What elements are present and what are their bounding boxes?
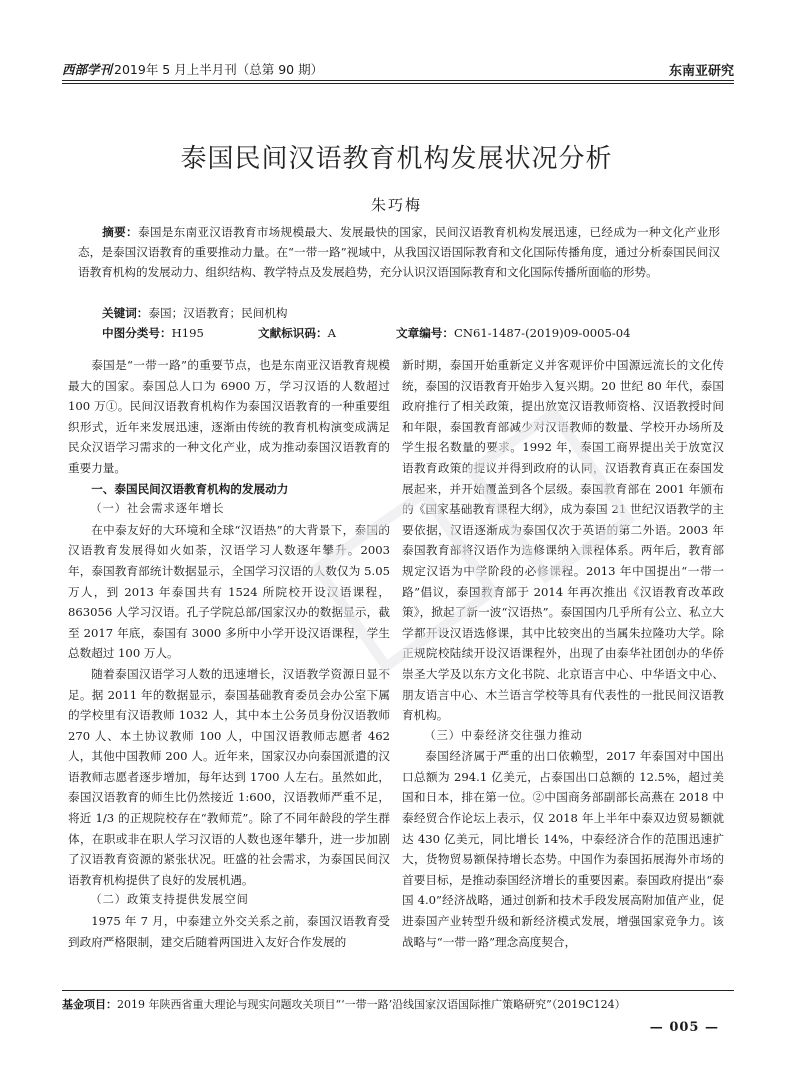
page-number: — 005 — bbox=[649, 1020, 719, 1035]
clc-value: H195 bbox=[171, 326, 204, 340]
doc-value: A bbox=[327, 326, 336, 340]
article-title: 泰国民间汉语教育机构发展状况分析 bbox=[180, 144, 613, 174]
paragraph: 1975 年 7 月，中泰建立外交关系之前，泰国汉语教育受到政府严格限制，建交后随着两国进入友好合作发展的 bbox=[68, 914, 390, 949]
subsection-heading: （二）政策支持提供发展空间 bbox=[90, 893, 249, 907]
paragraph: 泰国经济属于严重的出口依赖型，2017 年泰国对中国出口总额为 294.1 亿美元，占泰国出口总额的 12.5%，超过美国和日本，排在第一位。②中国商务部副部长高燕在 2018 中泰经贸合作论坛上表示，仅 2018 年上半年中泰双边贸易额就达 430 亿美元，同比增长 14%，中泰经济合作的范围迅速扩大，货物贸易额保持增长态势。中国作为泰国拓展海外市场的首要目标，是推动泰国经济增长的重要因素。泰国政府提出“泰国 4.0”经济战略，通过创新和技术手段发展高附加值产业，促进泰国产业转型升级和新经济模式发展，增强国家竞争力。该战略与“一带一路”理念高度契合， bbox=[402, 749, 724, 949]
keywords-text: 泰国；汉语教育；民间机构 bbox=[148, 306, 288, 320]
article-label: 文章编号： bbox=[396, 326, 454, 340]
article-value: CN61-1487-(2019)09-0005-04 bbox=[453, 326, 631, 340]
classification-line bbox=[102, 325, 662, 345]
author-name: 朱巧梅 bbox=[370, 196, 422, 214]
clc-label: 中图分类号： bbox=[102, 326, 172, 340]
journal-name: 西部学刊 bbox=[62, 62, 113, 77]
funding-text: 2019 年陕西省重大理论与现实问题攻关项目“‘一带一路’沿线国家汉语国际推广策略研究”（2019C124） bbox=[117, 998, 626, 1011]
paragraph: 在中泰友好的大环境和全球“汉语热”的大背景下，泰国的汉语教育发展得如火如荼，汉语学习人数逐年攀升。2003 年，泰国教育部统计数据显示，全国学习汉语的人数仅为 5.05 万人，到 2013 年泰国共有 1524 所院校开设汉语课程，863056 人学习汉语。孔子学院总部/国家汉办的数据显示，截至 2017 年底，泰国有 3000 多所中小学开设汉语课程，学生总数超过 100 万人。 bbox=[68, 522, 390, 661]
section-name: 东南亚研究 bbox=[668, 64, 734, 79]
body-column-left bbox=[68, 355, 390, 952]
doc-code bbox=[258, 325, 336, 341]
article-number bbox=[396, 325, 631, 341]
clc-code bbox=[102, 325, 204, 341]
paragraph: 泰国是“一带一路”的重要节点，也是东南亚汉语教育规模最大的国家。泰国总人口为 6900 万，学习汉语的人数超过 100 万①。民间汉语教育机构作为泰国汉语教育的一种重要组织形式，近年来发展迅速，逐渐由传统的教育机构演变成满足民众汉语学习需求的一种文化产业，成为推动泰国汉语教育的重要力量。 bbox=[68, 358, 390, 475]
paragraph: 随着泰国汉语学习人数的迅速增长，汉语教学资源日显不足。据 2011 年的数据显示，泰国基础教育委员会办公室下属的学校里有汉语教师 1032 人，其中本土公务员身份汉语教师 270 人、本土协议教师 100 人，中国汉语教师志愿者 462 人，其他中国教师 200 人。近年来，国家汉办向泰国派遣的汉语教师志愿者逐步增加，每年达到 1700 人左右。虽然如此，泰国汉语教育的师生比仍然接近 1:600，汉语教师严重不足，将近 1/3 的正规院校存在“教师荒”。除了不同年龄段的学生群体，在职或非在职人学习汉语的人数也逐年攀升，进一步加剧了汉语教育资源的紧张状况。旺盛的社会需求，为泰国民间汉语教育机构提供了良好的发展机遇。 bbox=[68, 666, 390, 887]
issue-info: 2019年 5 月上半月刊（总第 90 期） bbox=[114, 62, 324, 77]
paragraph: 新时期，泰国开始重新定义并客观评价中国源远流长的文化传统，泰国的汉语教育开始步入复兴期。20 世纪 80 年代，泰国政府推行了相关政策，提出放宽汉语教师资格、汉语教授时间和年限，泰国教育部减少对汉语教师的数量、学校开办场所及学生报名数量的要求。1992 年，泰国工商界提出关于放宽汉语教育政策的提议并得到政府的认同，汉语教育真正在泰国发展起来，并开始覆盖到各个层级。泰国教育部在 2001 年颁布的《国家基础教育课程大纲》，成为泰国 21 世纪汉语教学的主要依据，汉语逐渐成为泰国仅次于英语的第二外语。2003 年泰国教育部将汉语作为选修课纳入课程体系。两年后，教育部规定汉语为中学阶段的必修课程。2013 年中国提出“一带一路”倡议，泰国教育部于 2014 年再次推出《汉语教育改革政策》，掀起了新一波“汉语热”。泰国国内几乎所有公立、私立大学都开设汉语选修课，其中比较突出的当属朱拉隆功大学。除正规院校陆续开设汉语课程外，出现了由泰华社团创办的华侨崇圣大学及以东方文化书院、北京语言中心、中华语文中心、朋友语言中心、木兰语言学校等具有代表性的一批民间汉语教育机构。 bbox=[402, 358, 724, 723]
section-heading: 一、泰国民间汉语教育机构的发展动力 bbox=[91, 481, 289, 496]
body-column-right bbox=[402, 355, 724, 952]
subsection-heading: （三）中泰经济交往强力推动 bbox=[424, 728, 583, 742]
funding-note bbox=[62, 996, 626, 1012]
funding-label: 基金项目： bbox=[62, 998, 117, 1011]
header-left bbox=[62, 60, 323, 78]
subsection-heading: （一）社会需求逐年增长 bbox=[90, 502, 225, 516]
header-rule bbox=[62, 80, 734, 81]
abstract bbox=[78, 222, 720, 282]
footnote-rule bbox=[62, 990, 734, 991]
keywords bbox=[102, 305, 288, 321]
running-header bbox=[62, 58, 734, 80]
abstract-label: 摘要： bbox=[102, 225, 138, 239]
doc-label: 文献标识码： bbox=[258, 326, 328, 340]
abstract-text: 泰国是东南亚汉语教育市场规模最大、发展最快的国家，民间汉语教育机构发展迅速，已经成为一种文化产业形态，是泰国汉语教育的重要推动力量。在“一带一路”视域中，从我国汉语国际教育和文化国际传播角度，通过分析泰国民间汉语教育机构的发展动力、组织结构、教学特点及发展趋势，充分认识汉语国际教育和文化国际传播所面临的形势。 bbox=[78, 225, 720, 279]
keywords-label: 关键词： bbox=[102, 306, 149, 320]
header-rule-thin bbox=[62, 83, 734, 84]
